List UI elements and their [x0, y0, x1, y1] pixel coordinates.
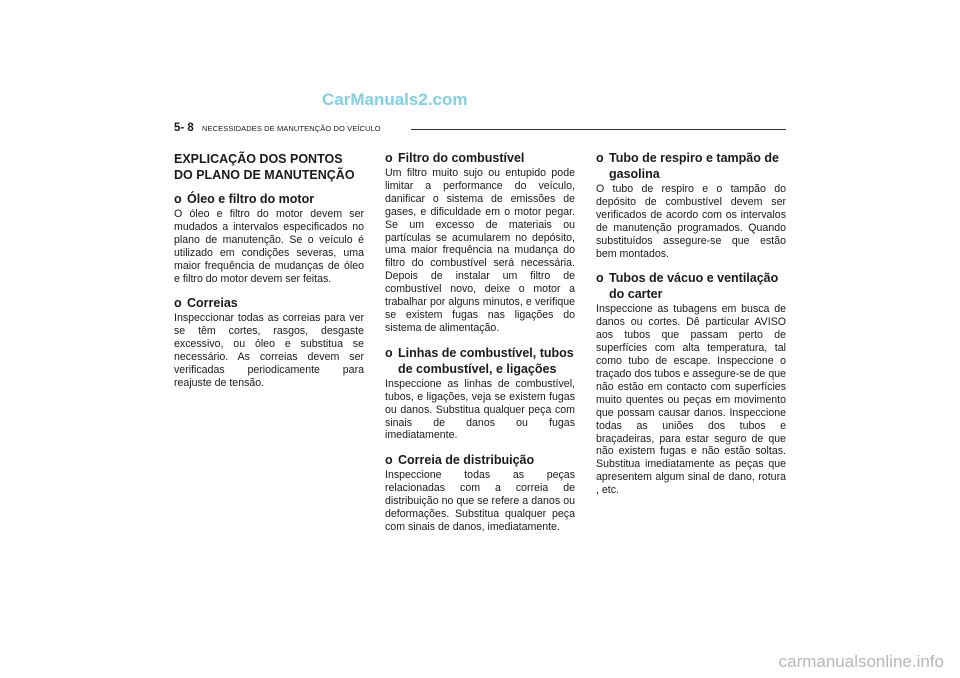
heading-text: Tubos de vácuo e ventilação do carter: [609, 271, 779, 302]
bullet: o: [385, 345, 393, 360]
bullet: o: [174, 296, 182, 311]
heading-text: Linhas de combustível, tubos de combustível, e ligações: [398, 345, 574, 376]
text-vacuum-hoses: Inspeccione as tubagens em busca de danos ou cortes. Dê particular AVISO aos tubos que passam perto de superfícies com alta temperatura, tal como tubo de escape. Inspeccione o traçado dos tubos e assegure-se de que não estão em contacto com superfícies muito quentes ou peças em movimento que possam causar danos. Inspeccione todas as uniões dos tubos e braçadeiras, para estar seguro de que não existem fugas e não estão soltas. Substitua imediatamente as peças que apresentem algum sinal de dano, rotura , etc.: [596, 303, 786, 497]
heading-oil-filter: [174, 191, 364, 207]
heading-belts: [174, 295, 364, 311]
page-number: 5- 8: [174, 122, 194, 134]
column-middle: [385, 150, 575, 544]
text-timing-belt: Inspeccione todas as peças relacionadas com a correia de distribuição no que se refere a danos ou deformações. Substitua qualquer peça com sinais de danos, imediatamente.: [385, 469, 575, 533]
text-belts: Inspeccionar todas as correias para ver se têm cortes, rasgos, desgaste excessivo, ou óleo e substitua se necessário. As correias devem ser verificadas periodicamente para reajuste de tensão.: [174, 312, 364, 389]
section-title: NECESSIDADES DE MANUTENÇÃO DO VEÍCULO: [202, 124, 381, 133]
text-breather-cap: O tubo de respiro e o tampão do depósito de combustível devem ser verificados de acordo com os intervalos de manutenção programados. Quando substituídos assegure-se que estão bem montados.: [596, 183, 786, 260]
watermark-carmanualsonline: carmanualsonline.info: [778, 652, 944, 671]
text-fuel-lines: Inspeccione as linhas de combustível, tubos, e ligações, veja se existem fugas ou danos. Substitua qualquer peça com sinais de danos ou fugas imediatamente.: [385, 377, 575, 442]
main-heading: EXPLICAÇÃO DOS PONTOS DO PLANO DE MANUTENÇÃO: [174, 152, 355, 182]
heading-vacuum-hoses: [596, 270, 786, 302]
bullet: o: [385, 151, 393, 165]
heading-timing-belt: [385, 452, 575, 468]
page-header: [174, 122, 786, 136]
heading-fuel-lines: [385, 345, 575, 377]
text-oil-filter: O óleo e filtro do motor devem ser mudados a intervalos especificados no plano de manutenção. Se o veículo é utilizado em condições severas, uma maior frequência de mudanças de óleo e filtro do motor devem ser feitas.: [174, 208, 364, 285]
heading-text: Óleo e filtro do motor: [187, 192, 315, 206]
text-fuel-filter: Um filtro muito sujo ou entupido pode limitar a performance do veículo, danificar o sistema de emissões de gases, e dificuldade em o motor pegar. Se um excesso de materiais ou partículas se acumularem no depósito, uma maior frequência na mudança do filtro do combustível será necessária. Depois de instalar um filtro de combustível novo, deixe o motor a trabalhar por alguns minutos, e verifique se existem fugas nas ligações do sistema de alimentação.: [385, 167, 575, 334]
column-right: [596, 150, 786, 507]
bullet: o: [596, 271, 604, 286]
bullet: o: [174, 192, 182, 206]
heading-text: Tubo de respiro e tampão de gasolina: [609, 151, 779, 181]
bullet: o: [596, 151, 604, 165]
watermark-carmanuals2: CarManuals2.com: [322, 90, 468, 109]
bullet: o: [385, 453, 393, 468]
heading-text: Filtro do combustível: [398, 151, 525, 165]
heading-fuel-filter: [385, 150, 575, 166]
heading-text: Correias: [187, 296, 238, 311]
heading-text: Correia de distribuição: [398, 453, 535, 468]
heading-breather-cap: [596, 150, 786, 182]
column-left: [174, 150, 364, 400]
header-divider: [411, 129, 786, 130]
